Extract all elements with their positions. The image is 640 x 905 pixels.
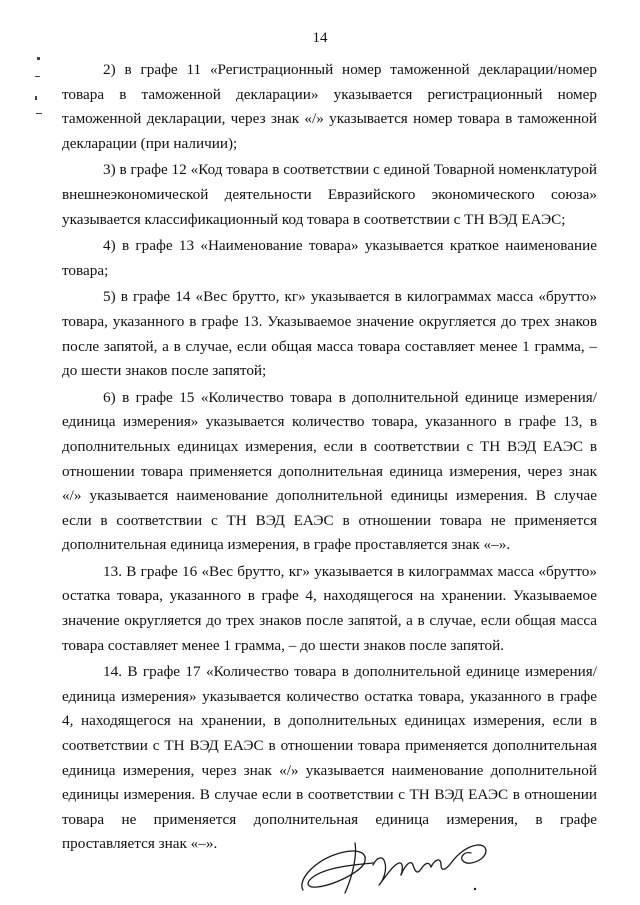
- paragraph-graph-11: 2) в графе 11 «Регистрационный номер таможенной декларации/номер товара в таможенной декларации» указывается регистрационный номер таможенной декларации, через знак «/» указывается номер товара в таможенной декларации (при наличии);: [62, 61, 597, 152]
- scan-mark: [37, 57, 40, 60]
- paragraph-graph-12: 3) в графе 12 «Код товара в соответствии с единой Товарной номенклатурой внешнеэкономической деятельности Евразийского экономического союза» указывается классификационный код товара в соответствии с ТН ВЭД ЕАЭС;: [62, 161, 597, 228]
- scan-mark: [35, 76, 40, 77]
- paragraph-item-13: 13. В графе 16 «Вес брутто, кг» указывается в килограммах масса «брутто» остатка товара, указанного в графе 4, находящегося на хранении. Указываемое значение округляется до трех знаков после запятой, а в случае, если общая масса товара составляет менее 1 грамма, – до шести знаков после запятой.: [62, 562, 597, 654]
- handwritten-signature: [295, 835, 505, 895]
- paragraph-graph-15: 6) в графе 15 «Количество товара в дополнительной единице измерения/единица измерения» указывается количество товара, указанного в графе 13, в дополнительных единицах измерения, если в соответствии с ТН ВЭД ЕАЭС в отношении товара применяется дополнительная единица измерения, через знак «/» указывается наименование дополнительной единицы измерения. В случае если в соответствии с ТН ВЭД ЕАЭС в отношении товара не применяется дополнительная единица измерения, в графе проставляется знак «–».: [62, 388, 597, 554]
- scan-mark: [35, 96, 37, 100]
- page-number: 14: [312, 30, 328, 46]
- paragraph-graph-13: 4) в графе 13 «Наименование товара» указывается краткое наименование товара;: [62, 237, 597, 279]
- paragraph-graph-14: 5) в графе 14 «Вес брутто, кг» указывается в килограммах масса «брутто» товара, указанного в графе 13. Указываемое значение округляется до трех знаков после запятой, а в случае, если общая масса товара составляет менее 1 грамма, – до шести знаков после запятой;: [62, 288, 597, 380]
- document-body: [62, 58, 597, 859]
- scan-mark: [36, 113, 42, 114]
- paragraph-item-14: 14. В графе 17 «Количество товара в дополнительной единице измерения/единица измерения» указывается количество остатка товара, указанного в графе 4, находящегося на хранении, в дополнительных единицах измерения, если в соответствии с ТН ВЭД ЕАЭС в отношении товара применяется дополнительная единица измерения, через знак «/» указывается наименование дополнительной единицы измерения. В случае если в соответствии с ТН ВЭД ЕАЭС в отношении товара не применяется дополнительная единица измерения, в графе проставляется знак «–».: [62, 663, 597, 853]
